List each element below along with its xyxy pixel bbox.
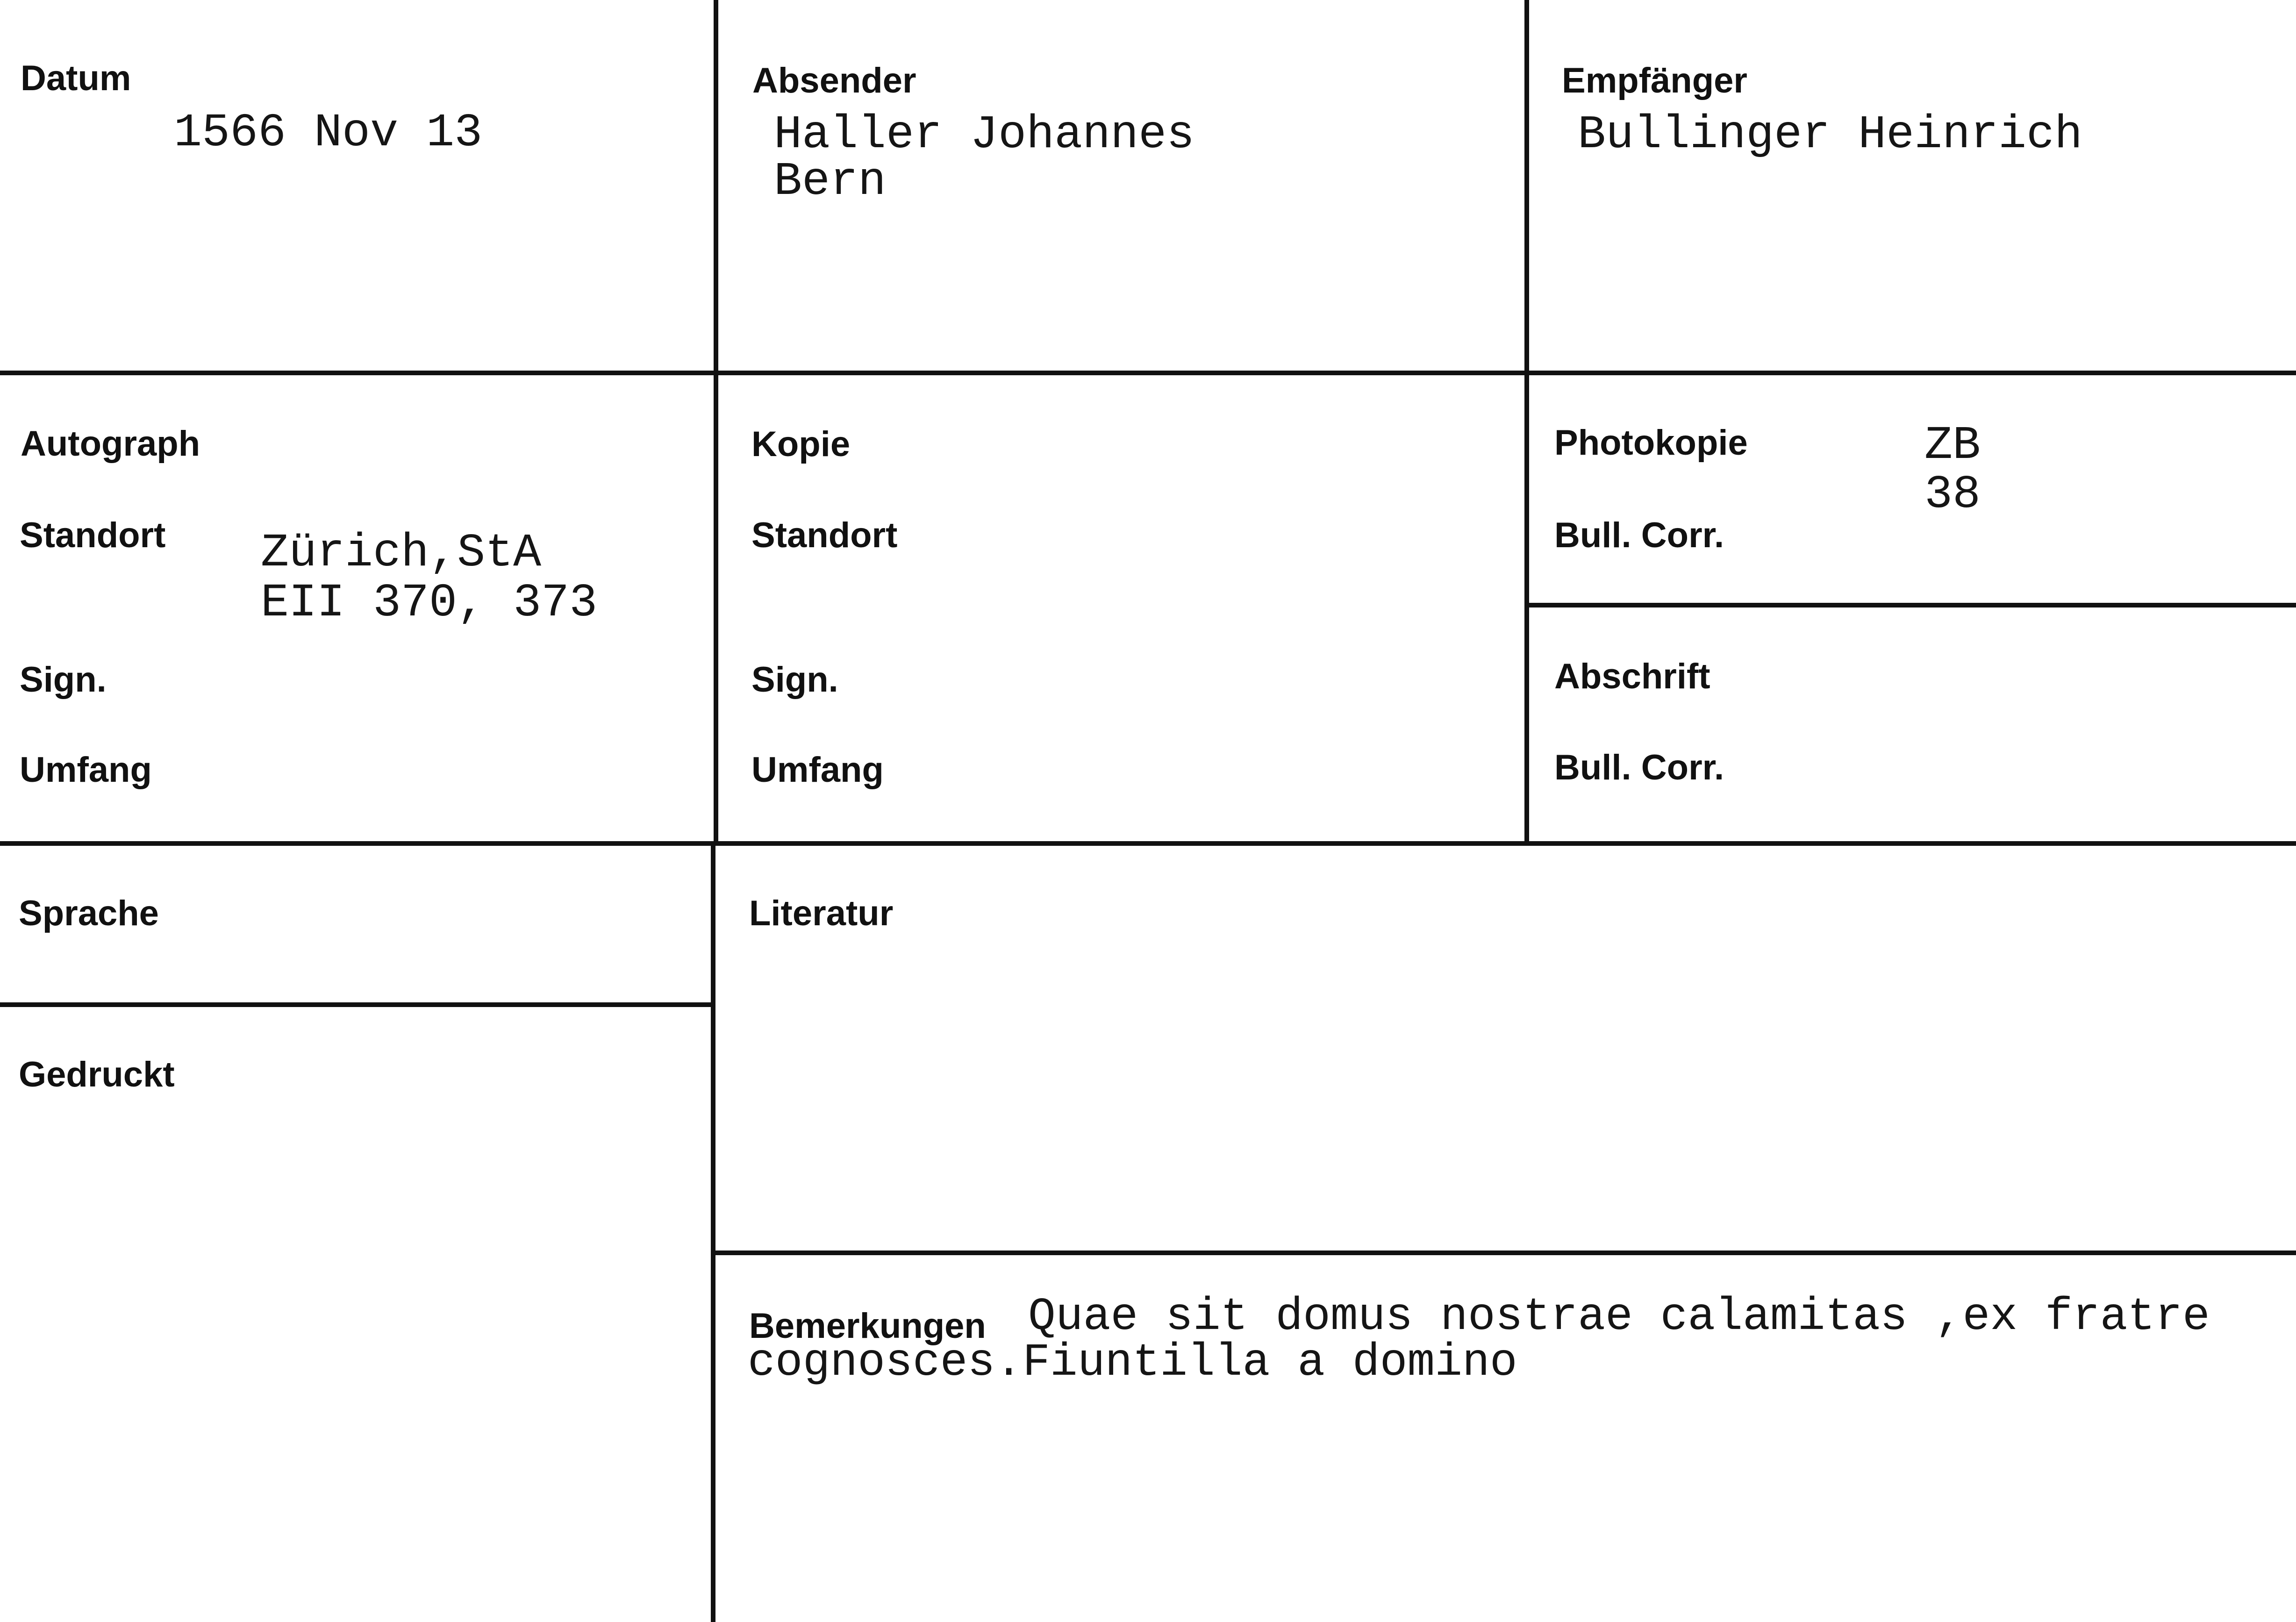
autograph-sign-label: Sign. [20,660,107,700]
divider-literatur-bemerkungen [711,1250,2296,1255]
bemerkungen-line1: Quae sit domus nostrae calamitas ,ex fratre [1028,1291,2210,1343]
divider-photokopie-abschrift [1524,603,2296,607]
divider-col1-bottom [711,843,715,1622]
kopie-label: Kopie [751,424,851,464]
photokopie-value-line2: 38 [1924,469,1981,522]
kopie-standort-label: Standort [751,515,898,555]
autograph-standort-label: Standort [20,515,166,555]
literatur-label: Literatur [749,893,894,933]
empfaenger-name: Bullinger Heinrich [1578,109,2083,162]
photokopie-label: Photokopie [1554,423,1748,463]
divider-row1 [0,371,2296,375]
sprache-label: Sprache [19,893,159,933]
bemerkungen-line2: cognosces.Fiuntilla a domino [748,1337,1517,1389]
autograph-umfang-label: Umfang [20,750,152,790]
photokopie-bull-corr-label: Bull. Corr. [1554,515,1724,555]
divider-sprache-gedruckt [0,1002,713,1007]
absender-label: Absender [752,61,916,100]
photokopie-value-line1: ZB [1924,420,1981,472]
bemerkungen-label: Bemerkungen [749,1306,986,1346]
abschrift-label: Abschrift [1554,657,1710,696]
autograph-label: Autograph [21,424,200,464]
divider-col2 [1524,0,1529,845]
kopie-sign-label: Sign. [751,660,838,700]
empfaenger-label: Empfänger [1562,61,1747,100]
kopie-umfang-label: Umfang [751,750,884,790]
absender-name: Haller Johannes [774,109,1195,162]
autograph-standort-line1: Zürich,StA [261,527,542,580]
divider-row2 [0,841,2296,846]
datum-value: 1566 Nov 13 [174,107,483,160]
autograph-standort-line2: EII 370, 373 [261,577,598,630]
gedruckt-label: Gedruckt [19,1055,175,1094]
divider-col1-top [714,0,718,846]
datum-label: Datum [21,58,131,98]
abschrift-bull-corr-label: Bull. Corr. [1554,748,1724,787]
absender-place: Bern [774,156,887,208]
